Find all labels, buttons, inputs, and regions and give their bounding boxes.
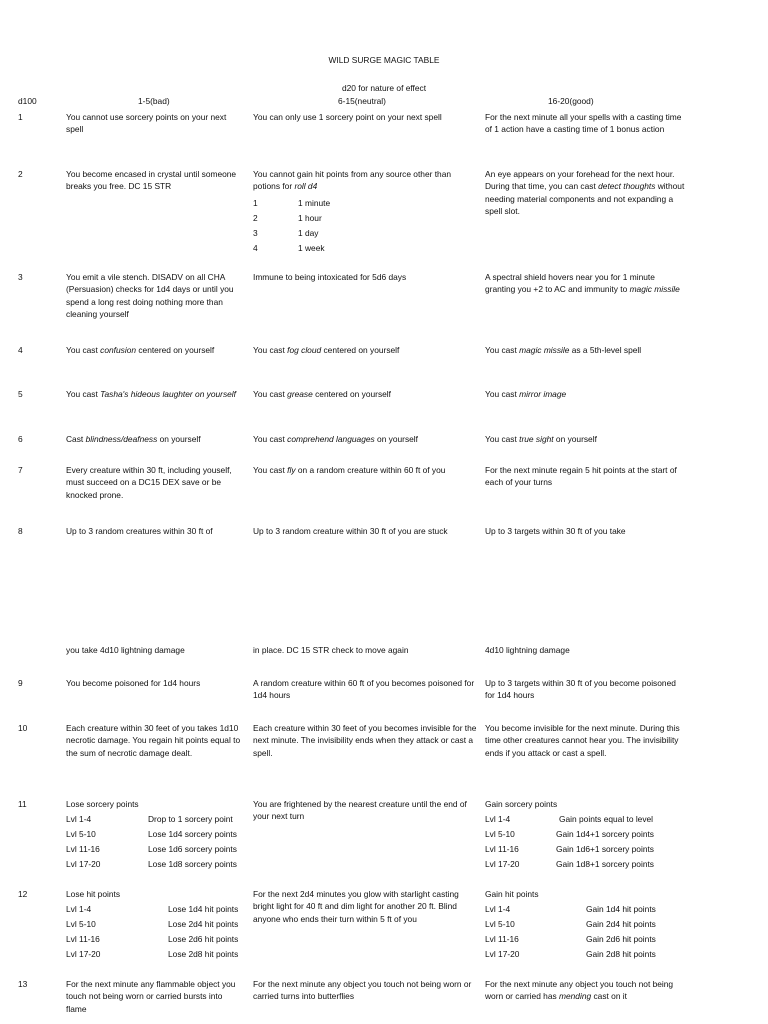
bad-effect: Cast blindness/deafness on yourself (66, 434, 201, 444)
level-row: Lvl 1-4 Drop to 1 sorcery point (66, 814, 233, 824)
page-title: WILD SURGE MAGIC TABLE (328, 55, 440, 65)
level-row: Lvl 1-4 Gain 1d4 hit points (485, 904, 656, 914)
bad-effect-title: Lose sorcery points (66, 799, 139, 809)
bad-effect: Every creature within 30 ft, including youself, must succeed on a DC15 DEX save or be knocked prone. (66, 465, 232, 500)
row-number: 6 (18, 434, 23, 444)
level-row: Lvl 11-16 Gain 1d6+1 sorcery points (485, 844, 654, 854)
level-row: Lvl 17-20 Gain 2d8 hit points (485, 949, 656, 959)
bad-effect: Up to 3 random creatures within 30 ft of (66, 526, 213, 536)
neutral-effect: You cast fog cloud centered on yourself (253, 345, 400, 355)
level-row: Lvl 17-20 Lose 1d8 sorcery points (66, 859, 237, 869)
bad-effect: You become encased in crystal until someone breaks you free. DC 15 STR (66, 169, 237, 192)
good-effect: Up to 3 targets within 30 ft of you take (485, 526, 626, 536)
level-row: Lvl 11-16 Lose 1d6 sorcery points (66, 844, 237, 854)
level-row: Lvl 1-4 Lose 1d4 hit points (66, 904, 239, 914)
good-effect-continued: 4d10 lightning damage (485, 645, 570, 655)
neutral-effect-continued: in place. DC 15 STR check to move again (253, 645, 409, 655)
neutral-effect: You cannot gain hit points from any source other than potions for roll d4 (253, 169, 452, 192)
effect-subtitle: d20 for nature of effect (341, 83, 427, 93)
good-effect: You cast true sight on yourself (485, 434, 597, 444)
neutral-effect: Each creature within 30 feet of you becomes invisible for the next minute. The invisibility ends when they attack or cast a spell. (253, 723, 477, 758)
row-number: 12 (18, 889, 28, 899)
neutral-effect: You cast fly on a random creature within 60 ft of you (253, 465, 446, 475)
level-row: Lvl 11-16 Gain 2d6 hit points (485, 934, 656, 944)
good-effect-title: Gain sorcery points (485, 799, 558, 809)
header-neutral: 6-15(neutral) (338, 96, 386, 106)
bad-effect-continued: you take 4d10 lightning damage (66, 645, 185, 655)
level-row: Lvl 11-16 Lose 2d6 hit points (66, 934, 239, 944)
row-number: 3 (18, 272, 23, 282)
good-effect: A spectral shield hovers near you for 1 minute granting you +2 to AC and immunity to magic missile (485, 272, 680, 295)
neutral-effect: You cast grease centered on yourself (253, 389, 391, 399)
neutral-effect: Immune to being intoxicated for 5d6 days (253, 272, 407, 282)
sorcery-loss-list (66, 813, 251, 873)
level-row: Lvl 17-20 Gain 1d8+1 sorcery points (485, 859, 654, 869)
level-row: Lvl 17-20 Lose 2d8 hit points (66, 949, 239, 959)
duration-list (253, 197, 373, 257)
level-row: Lvl 5-10 Lose 1d4 sorcery points (66, 829, 237, 839)
hp-gain-list (485, 903, 670, 963)
header-d100: d100 (18, 96, 37, 106)
neutral-effect: You cast comprehend languages on yourself (253, 434, 418, 444)
bad-effect: Each creature within 30 feet of you takes 1d10 necrotic damage. You regain hit points equal to the sum of necrotic damage dealt. (66, 723, 241, 758)
good-effect: For the next minute all your spells with a casting time of 1 action have a casting time of 1 bonus action (485, 112, 682, 135)
row-number: 10 (18, 723, 28, 733)
duration-row: 4 1 week (253, 243, 325, 253)
bad-effect: For the next minute any flammable object you touch not being worn or carried bursts into flame (66, 979, 236, 1014)
bad-effect-title: Lose hit points (66, 889, 121, 899)
level-row: Lvl 1-4 Gain points equal to level (485, 814, 654, 824)
row-number: 5 (18, 389, 23, 399)
good-effect: You become invisible for the next minute. During this time other creatures cannot hear you. The invisibility ends if you attack or cast a spell. (485, 723, 680, 758)
neutral-effect: Up to 3 random creature within 30 ft of you are stuck (253, 526, 448, 536)
sorcery-gain-list (485, 813, 670, 873)
good-effect: An eye appears on your forehead for the next hour. During that time, you can cast detect thoughts without needing material components and not expanding a spell slot. (485, 169, 685, 217)
good-effect: For the next minute regain 5 hit points at the start of each of your turns (485, 465, 677, 488)
header-good: 16-20(good) (548, 96, 594, 106)
duration-row: 2 1 hour (253, 213, 322, 223)
row-number: 1 (18, 112, 23, 122)
row-number: 13 (18, 979, 28, 989)
good-effect-title: Gain hit points (485, 889, 539, 899)
row-number: 11 (18, 799, 27, 809)
row-number: 4 (18, 345, 23, 355)
row-number: 7 (18, 465, 23, 475)
neutral-effect: A random creature within 60 ft of you becomes poisoned for 1d4 hours (253, 678, 475, 701)
good-effect: You cast magic missile as a 5th-level spell (485, 345, 642, 355)
neutral-effect: For the next minute any object you touch not being worn or carried turns into butterflies (253, 979, 472, 1002)
good-effect: Up to 3 targets within 30 ft of you become poisoned for 1d4 hours (485, 678, 676, 701)
level-row: Lvl 5-10 Lose 2d4 hit points (66, 919, 239, 929)
row-number: 2 (18, 169, 23, 179)
good-effect: You cast mirror image (485, 389, 567, 399)
neutral-effect: You are frightened by the nearest creature until the end of your next turn (253, 799, 467, 822)
bad-effect: You cannot use sorcery points on your next spell (66, 112, 227, 135)
level-row: Lvl 5-10 Gain 1d4+1 sorcery points (485, 829, 654, 839)
header-bad: 1-5(bad) (138, 96, 170, 106)
neutral-effect: You can only use 1 sorcery point on your next spell (253, 112, 442, 122)
row-number: 8 (18, 526, 23, 536)
hp-loss-list (66, 903, 248, 963)
bad-effect: You cast Tasha's hideous laughter on yourself (66, 389, 236, 399)
good-effect: For the next minute any object you touch not being worn or carried has mending cast on it (485, 979, 674, 1002)
duration-row: 1 1 minute (253, 198, 331, 208)
neutral-effect: For the next 2d4 minutes you glow with starlight casting bright light for 40 ft and dim light for another 20 ft. Blind anyone who ends their turn within 5 ft of you (253, 889, 459, 924)
duration-row: 3 1 day (253, 228, 319, 238)
bad-effect: You emit a vile stench. DISADV on all CHA (Persuasion) checks for 1d4 days or until you spend a long rest doing nothing more than cleaning yourself (66, 272, 234, 320)
level-row: Lvl 5-10 Gain 2d4 hit points (485, 919, 656, 929)
row-number: 9 (18, 678, 23, 688)
bad-effect: You cast confusion centered on yourself (66, 345, 215, 355)
bad-effect: You become poisoned for 1d4 hours (66, 678, 201, 688)
